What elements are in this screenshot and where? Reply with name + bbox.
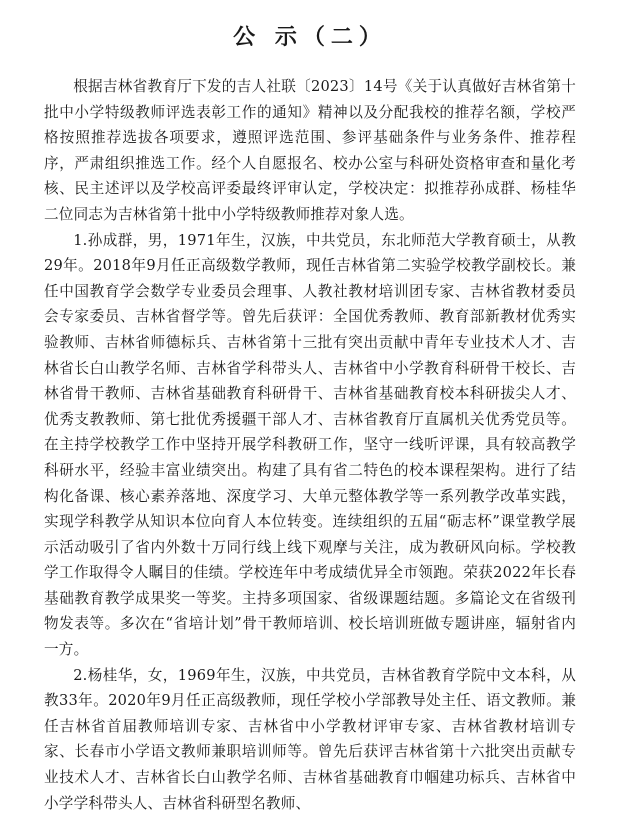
candidate-2-paragraph: 2.杨桂华，女，1969年生，汉族，中共党员，吉林省教育学院中文本科，从教33年。2020年9月任正高级教师，现任学校小学部教导处主任、语文教师。兼任吉林省首届教师培训专家、吉林省中小学教材评审专家、吉林省教材培训专家、长春市小学语文教师兼职培训师等。曾先后获评吉林省第十六批突出贡献专业技术人才、吉林省长白山教学名师、吉林省基础教育巾帼建功标兵、吉林省中小学学科带头人、吉林省科研型名教师、 bbox=[44, 666, 576, 812]
candidate-1-paragraph: 1.孙成群，男，1971年生，汉族，中共党员，东北师范大学教育硕士，从教29年。2018年9月任正高级数学教师，现任吉林省第二实验学校教学副校长。兼任中国教育学会数学专业委员会理事、人教社教材培训团专家、吉林省教材委员会专家委员、吉林省督学等。曾先后获评：全国优秀教师、教育部新教材优秀实验教师、吉林省师德标兵、吉林省第十三批有突出贡献中青年专业技术人才、吉林省长白山教学名师、吉林省学科带头人、吉林省中小学教育科研骨干校长、吉林省骨干教师、吉林省基础教育科研骨干、吉林省基础教育校本科研拔尖人才、优秀支教教师、第七批优秀援疆干部人才、吉林省教育厅直属机关优秀党员等。在主持学校教学工作中坚持开展学科教研工作，坚守一线听评课，具有较高教学科研水平，经验丰富业绩突出。构建了具有省二特色的校本课程架构。进行了结构化备课、核心素养落地、深度学习、大单元整体教学等一系列教学改革实践，实现学科教学从知识本位向育人本位转变。连续组织的五届“砺志杯”课堂教学展示活动吸引了省内外数十万同行线上线下观摩与关注，成为教研风向标。学校教学工作取得令人瞩目的佳绩。学校连年中考成绩优异全市领跑。荣获2022年长春基础教育教学成果奖一等奖。主持多项国家、省级课题结题。多篇论文在省级刊物发表等。多次在“省培计划”骨干教师培训、校长培训班做专题讲座，辐射省内一方。 bbox=[44, 231, 576, 659]
intro-paragraph: 根据吉林省教育厅下发的吉人社联〔2023〕14号《关于认真做好吉林省第十批中小学特级教师评选表彰工作的通知》精神以及分配我校的推荐名额，学校严格按照推荐选拔各项要求，遵照评选范围、参评基础条件与业务条件、推荐程序，严肃组织推选工作。经个人自愿报名、校办公室与科研处资格审查和量化考核、民主述评以及学校高评委最终评审认定，学校决定：拟推荐孙成群、杨桂华二位同志为吉林省第十批中小学特级教师推荐对象人选。 bbox=[44, 78, 576, 223]
document-title: 公 示（二） bbox=[233, 24, 387, 50]
